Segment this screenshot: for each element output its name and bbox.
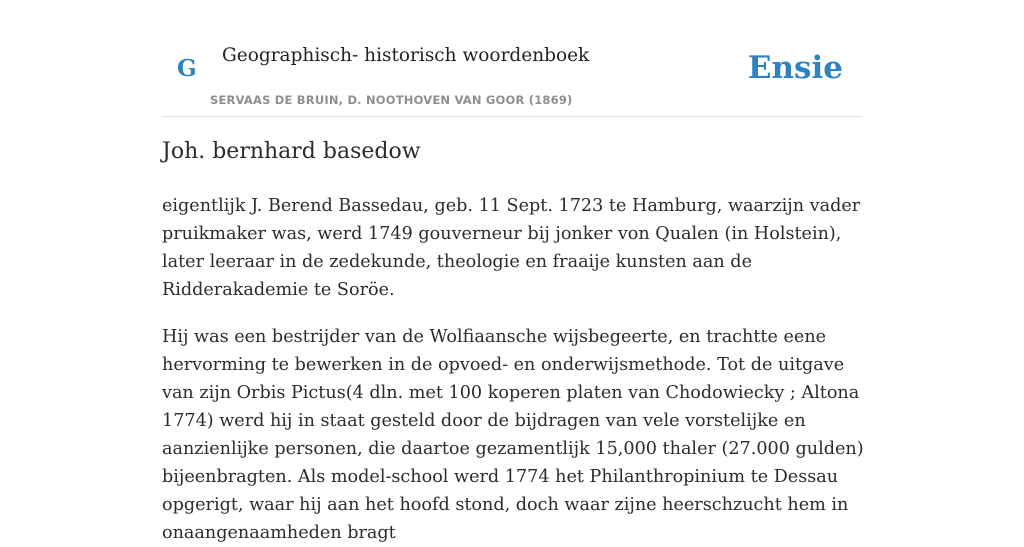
book-authors: SERVAAS DE BRUIN, D. NOOTHOVEN VAN GOOR (1869) [210,93,573,107]
ensie-logo[interactable]: Ensie [747,50,843,86]
book-title[interactable]: Geographisch- historisch woordenboek [222,45,590,66]
book-logo-letter[interactable]: G [177,55,197,82]
article-paragraph-1: eigentlijk J. Berend Bassedau, geb. 11 Sept. 1723 te Hamburg, waarzijn vader pruikmaker was, werd 1749 gouverneur bij jonker von Qualen (in Holstein), later leeraar in de zedekunde, theologie en fraaije kunsten aan de Ridderakademie te Soröe. [162,196,861,300]
article-paragraph-2: Hij was een bestrijder van de Wolfiaansche wijsbegeerte, en trachtte eene hervorming te bewerken in de opvoed- en onderwijsmethode. Tot de uitgave van zijn Orbis Pictus(4 dln. met 100 koperen platen van Chodowiecky ; Altona 1774) werd hij in staat gesteld door de bijdragen van vele vorstelijke en aanzienlijke personen, die daartoe gezamentlijk 15,000 thaler (27.000 gulden) bijeenbragten. Als model-school werd 1774 het Philanthropinium te Dessau opgerigt, waar hij aan het hoofd stond, doch waar zijne heerschzucht hem in onaangenaamheden bragt [162,327,864,543]
article-title: Joh. bernhard basedow [162,139,421,164]
book-header [162,0,862,117]
